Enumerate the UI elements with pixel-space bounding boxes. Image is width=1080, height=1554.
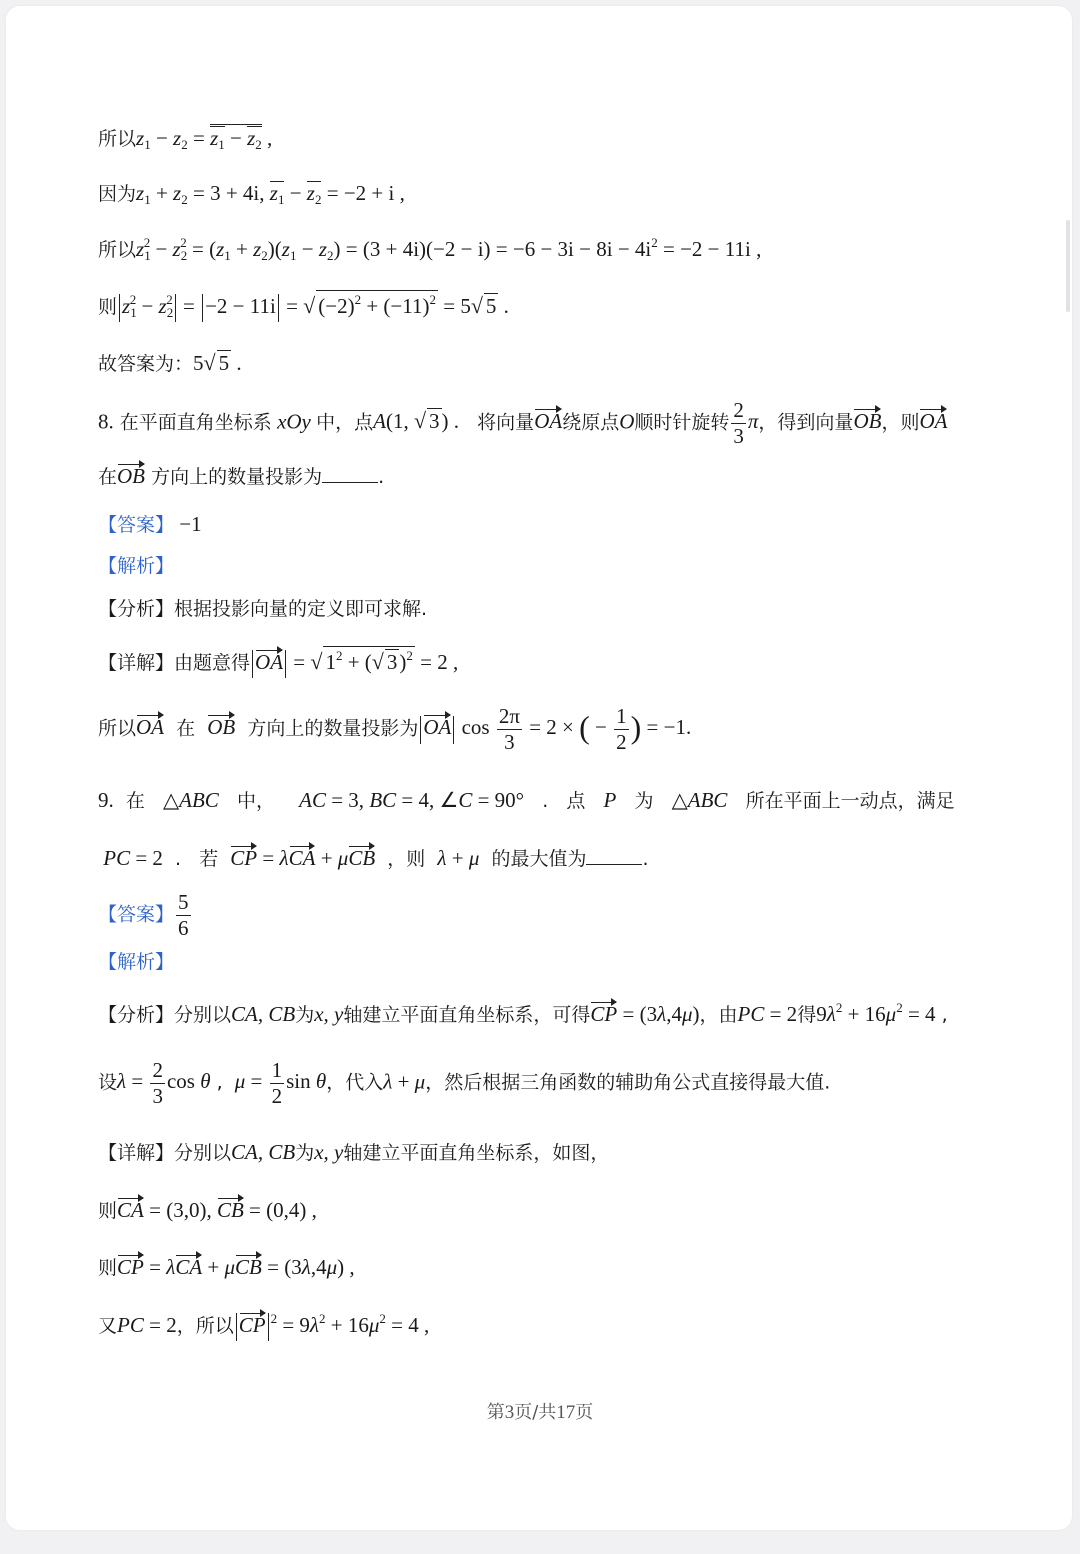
detail-9-line-3: 则CP = λCA + μCB = (3λ,4μ) , [98, 1255, 355, 1279]
analysis-8: 【分析】根据投影向量的定义即可求解. [98, 598, 428, 620]
line-answer-q7: 故答案为：5√ 5 . [98, 350, 242, 375]
scrollbar-thumb[interactable] [1066, 220, 1070, 312]
line-modulus: 则 $z_1^2 - z_2^2 = -2 - 11i$ = √ $(-2)^2 + (-11)^2 = 5√$ 5 . [98, 290, 509, 322]
analysis-9-line-1: 【分析】分别以CA, CB为x, y轴建立平面直角坐标系，可得CP = (3λ,4μ)，由PC = 2得$9\lambda^2 + 16\mu^2 = 4$ , [98, 1000, 948, 1026]
page-footer: 第3页/共17页 [486, 1402, 594, 1423]
question-8-line-1: 8. 在平面直角坐标系 xOy 中，点A(1, √ 3) . 将向量OA绕原点O顺时针旋转 $\frac{2}{3}$ π，得到向量OB，则OA [98, 398, 948, 448]
analysis-heading-9: 【解析】 [98, 951, 175, 973]
question-8-line-2: 在OB 方向上的数量投影为 . [98, 464, 385, 488]
question-9-line-1: 9. 在 △ABC 中， AC = 3, BC = 4, ∠C = 90° . 点 P 为 △ABC 所在平面上一动点，满足 [98, 788, 955, 812]
detail-9-line-1: 【详解】分别以CA, CB为x, y轴建立平面直角坐标系，如图， [98, 1140, 610, 1164]
detail-9-line-4: 又PC = 2，所以 CP $^2 = 9\lambda^2 + 16\mu^2 = 4$ , [98, 1312, 429, 1341]
line-difference-squares: 所以$z_1^2 - z_2^2 = (z_1 + z_2)(z_1 - z_2) = (3 + 4i)(-2 - i) = -6 - 3i - 8i - 4i^2 = -2 - 11i$ , [98, 235, 762, 263]
answer-8: 【答案】 −1 [98, 512, 202, 536]
line-z1-minus-z2: 所以$z_1 - z_2 = z_1 - z_2$ , [98, 126, 273, 152]
document-page [6, 6, 1072, 1530]
answer-9: 【答案】 $\frac{5}{6}$ [98, 890, 189, 940]
line-given-sum: 因为$z_1 + z_2 = 3 + 4i$, $z_1 - z_2 = -2 + i$ , [98, 181, 405, 207]
detail-8-line-2: 所以OA 在 OB 方向上的数量投影为 OA cos $\frac{2\pi}{3}$ = 2 × ( − $\frac{1}{2}$ ) = −1. [98, 704, 692, 754]
detail-8-line-1: 【详解】由题意得 OA = √ $1^2$ + (√ 3)$^2$ = 2 , [98, 646, 458, 678]
question-9-line-2: PC = 2 . 若 CP = λCA + μCB ，则 λ + μ 的最大值为 . [103, 846, 649, 870]
detail-9-line-2: 则CA = (3,0), CB = (0,4) , [98, 1198, 317, 1222]
analysis-9-line-2: 设λ = $\frac{2}{3}$ cos θ , μ = $\frac{1}{2}$ sin θ，代入λ + μ，然后根据三角函数的辅助角公式直接得最大值. [98, 1058, 831, 1108]
analysis-heading-8: 【解析】 [98, 555, 175, 577]
